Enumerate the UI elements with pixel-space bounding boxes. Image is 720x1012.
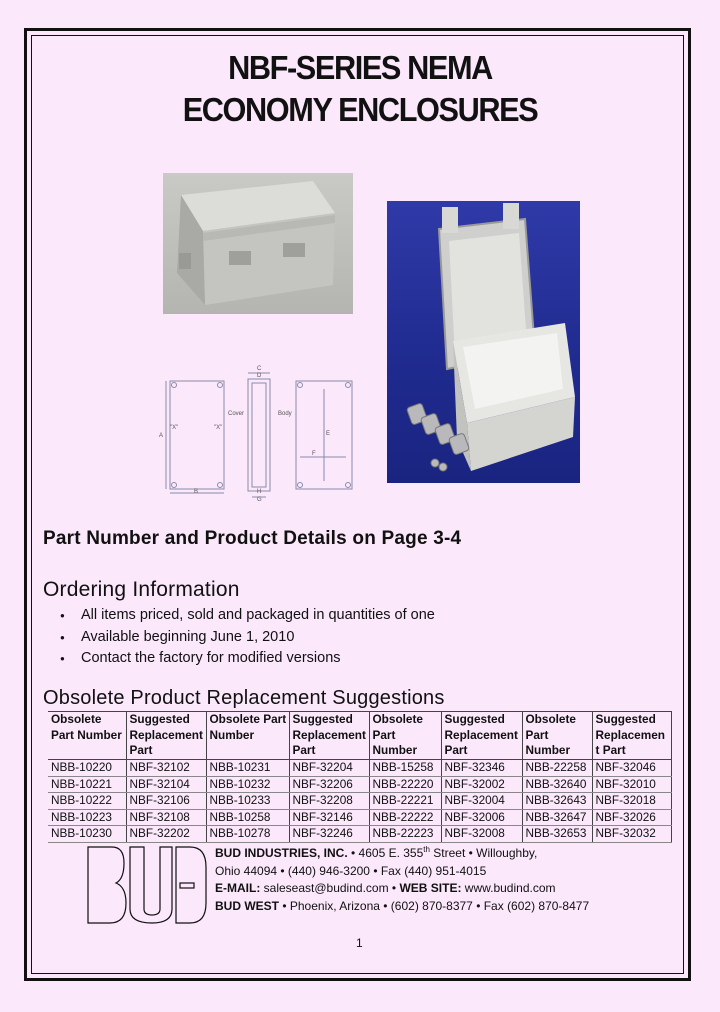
table-header-cell: Suggested Replacement Part [441, 712, 522, 760]
table-cell: NBF-32104 [126, 776, 206, 793]
drawing-label-x-left: "X" [170, 425, 179, 431]
table-header-cell: Obsolete Part Number [522, 712, 592, 760]
company-address-cont: Street • Willoughby, [429, 846, 538, 860]
table-cell: NBB-32647 [522, 809, 592, 826]
table-cell: NBB-15258 [369, 760, 441, 777]
table-cell: NBB-10230 [48, 826, 126, 843]
table-cell: NBB-10222 [48, 793, 126, 810]
table-cell: NBB-10223 [48, 809, 126, 826]
company-contact-footer [215, 845, 610, 915]
table-cell: NBF-32204 [289, 760, 369, 777]
open-enclosure-photo [387, 201, 580, 483]
drawing-label-cover: Cover [228, 411, 245, 417]
table-cell: NBF-32006 [441, 809, 522, 826]
company-name: BUD INDUSTRIES, INC. [215, 846, 348, 860]
drawing-label-a: A [159, 433, 164, 439]
table-cell: NBF-32102 [126, 760, 206, 777]
table-header-row [48, 712, 671, 760]
table-row [48, 760, 671, 777]
table-header-cell: Suggested Replacement Part [126, 712, 206, 760]
ordering-bullet-list [58, 605, 435, 670]
table-cell: NBB-32653 [522, 826, 592, 843]
drawing-label-body: Body [278, 411, 292, 417]
table-header-cell: Suggested Replacement Part [289, 712, 369, 760]
table-cell: NBF-32206 [289, 776, 369, 793]
table-cell: NBB-10278 [206, 826, 289, 843]
table-header-cell: Obsolete Part Number [369, 712, 441, 760]
table-cell: NBF-32002 [441, 776, 522, 793]
company-phone-line: Ohio 44094 • (440) 946-3200 • Fax (440) 951-4015 [215, 863, 487, 878]
table-cell: NBB-32640 [522, 776, 592, 793]
website-label: WEB SITE: [399, 881, 462, 896]
table-cell: NBF-32208 [289, 793, 369, 810]
drawing-label-x-right: "X" [214, 425, 223, 431]
replacement-table [48, 711, 672, 843]
ordering-bullet: ● Available beginning June 1, 2010 [58, 627, 435, 649]
table-header-cell: Suggested Replacemen t Part [592, 712, 671, 760]
table-row [48, 809, 671, 826]
table-cell: NBF-32010 [592, 776, 671, 793]
table-cell: NBF-32106 [126, 793, 206, 810]
table-cell: NBF-32246 [289, 826, 369, 843]
table-cell: NBB-10220 [48, 760, 126, 777]
table-cell: NBF-32032 [592, 826, 671, 843]
table-header-cell: Obsolete Part Number [48, 712, 126, 760]
table-cell: NBF-32108 [126, 809, 206, 826]
table-cell: NBB-22220 [369, 776, 441, 793]
closed-enclosure-photo [163, 173, 353, 314]
ordering-bullet: ● All items priced, sold and packaged in quantities of one [58, 605, 435, 627]
table-row [48, 826, 671, 843]
drawing-label-f: F [312, 451, 316, 457]
table-cell: NBB-10231 [206, 760, 289, 777]
table-cell: NBF-32008 [441, 826, 522, 843]
drawing-label-e: E [326, 431, 331, 437]
drawing-label-h: H [257, 489, 262, 495]
table-cell: NBF-32146 [289, 809, 369, 826]
drawing-label-g: G [257, 497, 262, 503]
table-row [48, 776, 671, 793]
drawing-label-b: B [194, 489, 199, 495]
ordering-bullet: ● Contact the factory for modified versions [58, 648, 435, 670]
table-cell: NBF-32046 [592, 760, 671, 777]
table-cell: NBF-32026 [592, 809, 671, 826]
bud-logo [86, 845, 208, 925]
bud-west-contact: • Phoenix, Arizona • (602) 870-8377 • Fax (602) 870-8477 [279, 898, 590, 913]
ordering-info-heading: Ordering Information [43, 578, 240, 601]
dimension-drawing [158, 365, 360, 503]
email-address[interactable]: saleseast@budind.com • [260, 881, 400, 896]
table-cell: NBB-10232 [206, 776, 289, 793]
table-cell: NBB-22222 [369, 809, 441, 826]
company-address: • 4605 E. 355 [347, 846, 424, 860]
obsolete-replacement-heading: Obsolete Product Replacement Suggestions [43, 687, 445, 709]
table-row [48, 793, 671, 810]
drawing-label-c: C [257, 366, 262, 372]
product-details-heading: Part Number and Product Details on Page 3-4 [43, 528, 462, 549]
drawing-label-d: D [257, 373, 262, 379]
address-ordinal: th [423, 845, 430, 854]
table-cell: NBB-10221 [48, 776, 126, 793]
table-cell: NBF-32004 [441, 793, 522, 810]
table-cell: NBB-22258 [522, 760, 592, 777]
page-title-line-2: ECONOMY ENCLOSURES [182, 91, 538, 128]
table-cell: NBB-10258 [206, 809, 289, 826]
website-url[interactable]: www.budind.com [461, 881, 556, 896]
table-cell: NBF-32346 [441, 760, 522, 777]
bud-west-label: BUD WEST [215, 898, 279, 913]
table-cell: NBB-22221 [369, 793, 441, 810]
email-label: E-MAIL: [215, 881, 261, 896]
table-cell: NBB-22223 [369, 826, 441, 843]
page-number: 1 [356, 936, 363, 950]
table-cell: NBB-32643 [522, 793, 592, 810]
table-cell: NBF-32018 [592, 793, 671, 810]
page-title-line-1: NBF-SERIES NEMA [228, 49, 492, 86]
table-cell: NBB-10233 [206, 793, 289, 810]
table-cell: NBF-32202 [126, 826, 206, 843]
table-header-cell: Obsolete Part Number [206, 712, 289, 760]
